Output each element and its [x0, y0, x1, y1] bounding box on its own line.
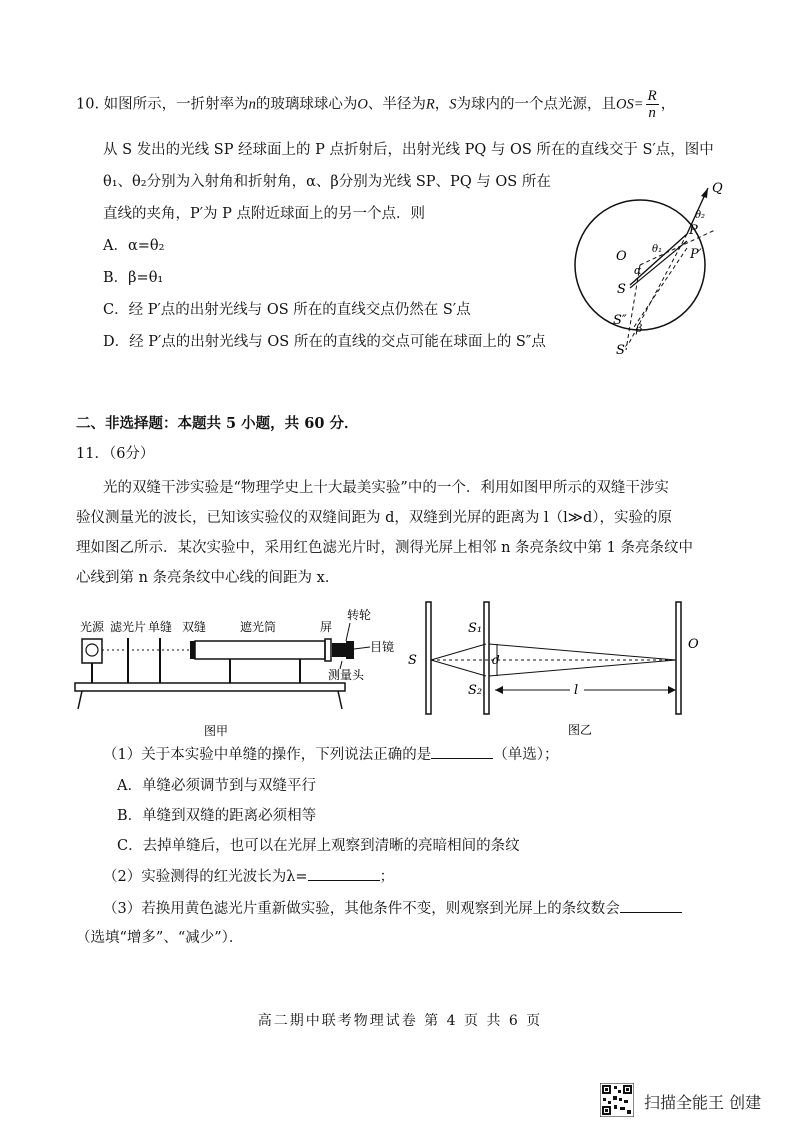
screen-plate-yi — [676, 602, 681, 714]
answer-blank-3[interactable] — [620, 898, 682, 913]
label-yi-d: d — [492, 653, 500, 667]
eyepiece-pointer — [354, 647, 370, 649]
label-wheel: 转轮 — [347, 608, 372, 622]
answer-blank-1[interactable] — [431, 744, 493, 759]
wheel-knob — [346, 641, 354, 659]
watermark-brand: 扫描全能王 创建 — [644, 1093, 762, 1112]
os-fraction: $\frac{R}{n}$ — [647, 88, 657, 121]
label-pprime: P′ — [690, 247, 702, 262]
q11-sub3-line2: （选填“增多”、“减少”）． — [76, 930, 244, 946]
label-filter: 滤光片 — [110, 620, 147, 634]
ray-s2-o — [489, 660, 676, 676]
q10-option-c: C．经 P′点的出射光线与 OS 所在的直线交点仍然在 S′点 — [103, 302, 471, 318]
q10-figure-sphere — [560, 170, 760, 370]
q10-line4: 直线的夹角，P′为 P 点附近球面上的另一个点．则 — [103, 206, 426, 222]
q10-line3: θ₁、θ₂分别为入射角和折射角，α、β分别为光线 SP、PQ 与 OS 所在 — [103, 174, 551, 190]
q11-sub1-option-a: A．单缝必须调节到与双缝平行 — [117, 778, 316, 794]
fig-yi-principle — [400, 600, 720, 750]
label-yi-o: O — [688, 637, 699, 652]
label-yi-s2: S₂ — [468, 683, 483, 698]
label-meter-head: 测量头 — [328, 668, 365, 682]
ray-s1-o — [489, 644, 676, 660]
label-sdouble: S″ — [613, 313, 627, 328]
q10-option-a: A．α=θ₂ — [103, 238, 165, 254]
caption-yi: 图乙 — [568, 723, 593, 737]
label-p: P — [689, 223, 698, 238]
light-shield-tube — [195, 641, 325, 659]
label-theta1: θ₁ — [652, 244, 663, 255]
page-footer: 高二期中联考物理试卷 第 4 页 共 6 页 — [257, 1013, 543, 1029]
label-q: Q — [712, 181, 723, 196]
fig-jia-apparatus — [70, 605, 400, 750]
qr-code-icon — [600, 1083, 634, 1117]
light-source-box — [82, 639, 102, 663]
q11-sub1: （1）关于本实验中单缝的操作，下列说法正确的是 （单选）； — [103, 744, 558, 765]
rail-leg-left — [78, 691, 82, 709]
screen-plate — [325, 639, 331, 661]
rail-leg-right — [338, 691, 342, 709]
q10-option-b: B．β=θ₁ — [103, 270, 164, 286]
label-theta2: θ₂ — [695, 210, 706, 221]
l-arrow-right-icon — [668, 686, 676, 694]
ray-s-s2 — [431, 660, 486, 676]
label-alpha: α — [634, 264, 642, 277]
l-arrow-left-icon — [495, 686, 503, 694]
optical-rail — [75, 683, 345, 691]
q10-option-d: D．经 P′点的出射光线与 OS 所在的直线的交点可能在球面上的 S″点 — [103, 334, 546, 350]
label-yi-s1: S₁ — [468, 621, 483, 636]
label-single-slit: 单缝 — [148, 620, 173, 634]
eyepiece-block — [332, 643, 346, 657]
label-double-slit: 双缝 — [182, 620, 207, 634]
ray-s-s1 — [431, 644, 486, 660]
answer-blank-2[interactable] — [308, 866, 380, 881]
q11-p3: 理如图乙所示．某次实验中，采用红色滤光片时，测得光屏上相邻 n 条亮条纹中第 1 条亮条纹中 — [76, 540, 693, 556]
q10-line2: 从 S 发出的光线 SP 经球面上的 P 点折射后，出射光线 PQ 与 OS 所在的直线交于 S′点，图中 — [103, 142, 714, 158]
q11-p2: 验仪测量光的波长，已知该实验仪的双缝间距为 d，双缝到光屏的距离为 l（l≫d），实验的原 — [76, 510, 672, 526]
label-screen: 屏 — [320, 620, 333, 634]
wheel-pointer — [346, 623, 350, 641]
label-yi-s: S — [408, 653, 417, 668]
q11-sub1-option-b: B．单缝到双缝的距离必须相等 — [117, 808, 317, 824]
slit-plate-s — [426, 602, 431, 714]
double-slit-plate-yi — [484, 602, 489, 714]
q10-line1: 10. 如图所示，一折射率为n的玻璃球球心为O、半径为R，S为球内的一个点光源，且OS= $\frac{R}{n}$ ， — [76, 88, 676, 121]
q11-sub2: （2）实验测得的红光波长为λ= ； — [103, 866, 394, 887]
label-sprime: S′ — [616, 343, 628, 358]
label-eyepiece: 目镜 — [370, 640, 395, 654]
label-s: S — [617, 282, 626, 297]
section2-heading: 二、非选择题：本题共 5 小题，共 60 分． — [76, 415, 359, 432]
label-yi-l: l — [574, 683, 579, 698]
label-beta: β — [636, 322, 643, 335]
label-light-source: 光源 — [80, 620, 105, 634]
caption-jia: 图甲 — [204, 724, 229, 738]
bulb-icon — [86, 644, 98, 656]
q11-sub1-option-c: C．去掉单缝后，也可以在光屏上观察到清晰的亮暗相间的条纹 — [117, 838, 520, 854]
q11-p1: 光的双缝干涉实验是“物理学史上十大最美实验”中的一个．利用如图甲所示的双缝干涉实 — [103, 480, 669, 496]
q11-sub3: （3）若换用黄色滤光片重新做实验，其他条件不变，则观察到光屏上的条纹数会 — [103, 898, 682, 919]
label-o: O — [616, 249, 627, 264]
q11-p4: 心线到第 n 条亮条纹中心线的间距为 x． — [76, 570, 340, 586]
arrow-q-icon — [701, 188, 708, 198]
label-tube: 遮光筒 — [240, 620, 277, 634]
ray-sp-line — [630, 234, 687, 285]
q11-number: 11．（6分） — [76, 446, 155, 462]
